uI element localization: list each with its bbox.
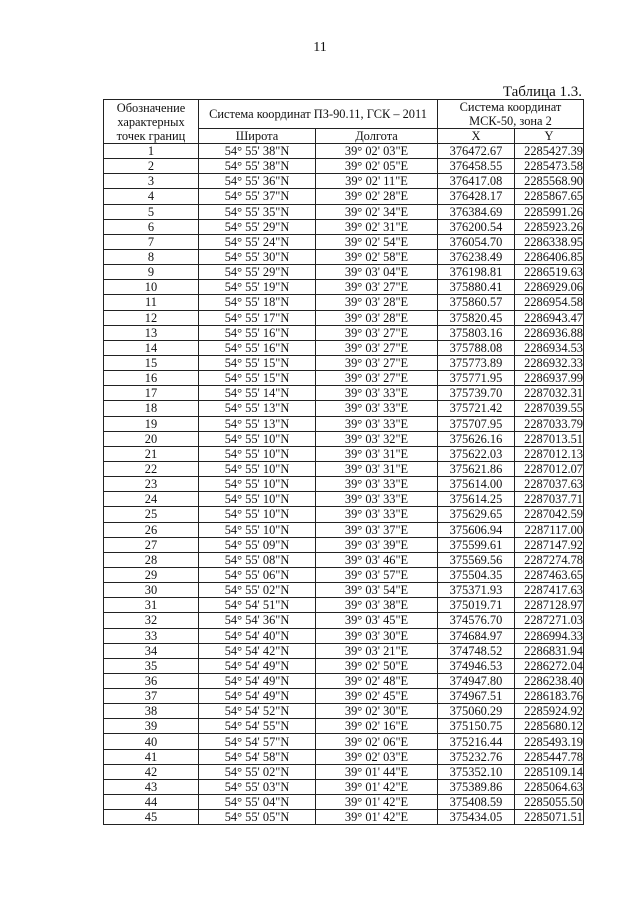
y-cell: 2287012.13: [515, 446, 584, 461]
table-row: [104, 340, 584, 355]
longitude-header: Долгота: [316, 129, 438, 144]
longitude-cell: 39° 03' 27"E: [316, 280, 438, 295]
point-number-cell: 42: [104, 764, 199, 779]
point-number-cell: 35: [104, 658, 199, 673]
latitude-cell: 54° 55' 13"N: [199, 416, 316, 431]
y-cell: 2285493.19: [515, 734, 584, 749]
point-number-cell: 34: [104, 643, 199, 658]
x-cell: 375389.86: [438, 779, 515, 794]
y-cell: 2286994.33: [515, 628, 584, 643]
x-cell: 376054.70: [438, 234, 515, 249]
table-row: [104, 310, 584, 325]
x-cell: 374576.70: [438, 613, 515, 628]
y-cell: 2286954.58: [515, 295, 584, 310]
x-cell: 375626.16: [438, 431, 515, 446]
x-cell: 375216.44: [438, 734, 515, 749]
table-row: [104, 431, 584, 446]
longitude-cell: 39° 02' 16"E: [316, 719, 438, 734]
table-row: [104, 249, 584, 264]
longitude-cell: 39° 01' 44"E: [316, 764, 438, 779]
latitude-cell: 54° 55' 14"N: [199, 386, 316, 401]
y-cell: 2287033.79: [515, 416, 584, 431]
point-number-cell: 11: [104, 295, 199, 310]
y-cell: 2286934.53: [515, 340, 584, 355]
latitude-cell: 54° 54' 58"N: [199, 749, 316, 764]
longitude-cell: 39° 02' 50"E: [316, 658, 438, 673]
table-row: [104, 295, 584, 310]
latitude-cell: 54° 55' 29"N: [199, 265, 316, 280]
point-number-cell: 29: [104, 567, 199, 582]
y-cell: 2286929.06: [515, 280, 584, 295]
x-cell: 375504.35: [438, 567, 515, 582]
longitude-cell: 39° 03' 28"E: [316, 295, 438, 310]
y-cell: 2287032.31: [515, 386, 584, 401]
longitude-cell: 39° 03' 30"E: [316, 628, 438, 643]
table-row: [104, 461, 584, 476]
x-cell: 375621.86: [438, 461, 515, 476]
x-cell: 375721.42: [438, 401, 515, 416]
longitude-cell: 39° 01' 42"E: [316, 779, 438, 794]
y-cell: 2285867.65: [515, 189, 584, 204]
longitude-cell: 39° 02' 05"E: [316, 159, 438, 174]
point-number-cell: 9: [104, 265, 199, 280]
latitude-cell: 54° 55' 36"N: [199, 174, 316, 189]
designation-header: Обозначение характерных точек границ: [104, 100, 199, 144]
x-cell: 375150.75: [438, 719, 515, 734]
point-number-cell: 25: [104, 507, 199, 522]
latitude-cell: 54° 55' 30"N: [199, 249, 316, 264]
latitude-cell: 54° 55' 09"N: [199, 537, 316, 552]
longitude-cell: 39° 02' 30"E: [316, 704, 438, 719]
y-cell: 2285447.78: [515, 749, 584, 764]
x-cell: 375599.61: [438, 537, 515, 552]
table-row: [104, 734, 584, 749]
table-row: [104, 219, 584, 234]
table-row: [104, 583, 584, 598]
latitude-cell: 54° 55' 38"N: [199, 159, 316, 174]
x-cell: 375803.16: [438, 325, 515, 340]
point-number-cell: 43: [104, 779, 199, 794]
table-row: [104, 159, 584, 174]
table-row: [104, 401, 584, 416]
point-number-cell: 44: [104, 795, 199, 810]
x-cell: 375860.57: [438, 295, 515, 310]
y-cell: 2287037.71: [515, 492, 584, 507]
latitude-cell: 54° 55' 17"N: [199, 310, 316, 325]
longitude-cell: 39° 03' 33"E: [316, 477, 438, 492]
latitude-cell: 54° 55' 10"N: [199, 522, 316, 537]
system1-header: Система координат ПЗ-90.11, ГСК – 2011: [199, 100, 438, 129]
latitude-cell: 54° 55' 18"N: [199, 295, 316, 310]
x-cell: 375773.89: [438, 355, 515, 370]
latitude-cell: 54° 55' 10"N: [199, 477, 316, 492]
latitude-cell: 54° 55' 19"N: [199, 280, 316, 295]
table-row: [104, 280, 584, 295]
y-cell: 2287128.97: [515, 598, 584, 613]
point-number-cell: 24: [104, 492, 199, 507]
x-cell: 375606.94: [438, 522, 515, 537]
x-cell: 375614.00: [438, 477, 515, 492]
table-row: [104, 265, 584, 280]
latitude-cell: 54° 55' 37"N: [199, 189, 316, 204]
page-number: 11: [313, 40, 327, 55]
longitude-cell: 39° 03' 31"E: [316, 461, 438, 476]
latitude-cell: 54° 55' 06"N: [199, 567, 316, 582]
latitude-cell: 54° 54' 36"N: [199, 613, 316, 628]
latitude-cell: 54° 55' 10"N: [199, 446, 316, 461]
y-cell: 2287274.78: [515, 552, 584, 567]
y-cell: 2285991.26: [515, 204, 584, 219]
point-number-cell: 12: [104, 310, 199, 325]
y-cell: 2285680.12: [515, 719, 584, 734]
longitude-cell: 39° 03' 27"E: [316, 325, 438, 340]
point-number-cell: 31: [104, 598, 199, 613]
x-cell: 374946.53: [438, 658, 515, 673]
table-row: [104, 446, 584, 461]
y-cell: 2286936.88: [515, 325, 584, 340]
point-number-cell: 3: [104, 174, 199, 189]
point-number-cell: 23: [104, 477, 199, 492]
latitude-cell: 54° 54' 49"N: [199, 658, 316, 673]
y-cell: 2286272.04: [515, 658, 584, 673]
table-row: [104, 492, 584, 507]
table-row: [104, 598, 584, 613]
x-cell: 375739.70: [438, 386, 515, 401]
longitude-cell: 39° 03' 54"E: [316, 583, 438, 598]
latitude-cell: 54° 55' 35"N: [199, 204, 316, 219]
table-row: [104, 658, 584, 673]
point-number-cell: 15: [104, 355, 199, 370]
longitude-cell: 39° 02' 03"E: [316, 144, 438, 159]
table-row: [104, 779, 584, 794]
point-number-cell: 8: [104, 249, 199, 264]
y-cell: 2285568.90: [515, 174, 584, 189]
x-cell: 374748.52: [438, 643, 515, 658]
y-cell: 2285427.39: [515, 144, 584, 159]
longitude-cell: 39° 02' 54"E: [316, 234, 438, 249]
latitude-cell: 54° 55' 15"N: [199, 371, 316, 386]
y-cell: 2286831.94: [515, 643, 584, 658]
x-cell: 375352.10: [438, 764, 515, 779]
table-row: [104, 749, 584, 764]
longitude-cell: 39° 03' 38"E: [316, 598, 438, 613]
longitude-cell: 39° 02' 06"E: [316, 734, 438, 749]
table-row: [104, 204, 584, 219]
point-number-cell: 36: [104, 673, 199, 688]
x-cell: 375371.93: [438, 583, 515, 598]
x-cell: 376472.67: [438, 144, 515, 159]
table-row: [104, 416, 584, 431]
y-cell: 2287042.59: [515, 507, 584, 522]
x-cell: 375434.05: [438, 810, 515, 825]
latitude-cell: 54° 55' 03"N: [199, 779, 316, 794]
latitude-cell: 54° 55' 05"N: [199, 810, 316, 825]
latitude-cell: 54° 55' 10"N: [199, 431, 316, 446]
point-number-cell: 2: [104, 159, 199, 174]
latitude-cell: 54° 55' 10"N: [199, 492, 316, 507]
point-number-cell: 37: [104, 689, 199, 704]
point-number-cell: 30: [104, 583, 199, 598]
y-cell: 2285055.50: [515, 795, 584, 810]
y-cell: 2287271.03: [515, 613, 584, 628]
table-row: [104, 234, 584, 249]
longitude-cell: 39° 03' 27"E: [316, 355, 438, 370]
table-row: [104, 477, 584, 492]
table-row: [104, 673, 584, 688]
y-cell: 2287147.92: [515, 537, 584, 552]
y-cell: 2287039.55: [515, 401, 584, 416]
latitude-cell: 54° 54' 49"N: [199, 673, 316, 688]
latitude-cell: 54° 54' 40"N: [199, 628, 316, 643]
point-number-cell: 18: [104, 401, 199, 416]
x-cell: 375614.25: [438, 492, 515, 507]
longitude-cell: 39° 03' 32"E: [316, 431, 438, 446]
y-cell: 2285473.58: [515, 159, 584, 174]
longitude-cell: 39° 02' 31"E: [316, 219, 438, 234]
y-cell: 2286937.99: [515, 371, 584, 386]
table-row: [104, 371, 584, 386]
longitude-cell: 39° 01' 42"E: [316, 795, 438, 810]
point-number-cell: 10: [104, 280, 199, 295]
latitude-cell: 54° 54' 55"N: [199, 719, 316, 734]
latitude-cell: 54° 55' 08"N: [199, 552, 316, 567]
y-cell: 2286238.40: [515, 673, 584, 688]
point-number-cell: 1: [104, 144, 199, 159]
latitude-cell: 54° 54' 51"N: [199, 598, 316, 613]
longitude-cell: 39° 03' 27"E: [316, 371, 438, 386]
x-cell: 376384.69: [438, 204, 515, 219]
longitude-cell: 39° 03' 31"E: [316, 446, 438, 461]
longitude-cell: 39° 02' 34"E: [316, 204, 438, 219]
point-number-cell: 26: [104, 522, 199, 537]
latitude-cell: 54° 55' 02"N: [199, 764, 316, 779]
table-row: [104, 189, 584, 204]
longitude-cell: 39° 02' 28"E: [316, 189, 438, 204]
point-number-cell: 20: [104, 431, 199, 446]
table-row: [104, 628, 584, 643]
point-number-cell: 22: [104, 461, 199, 476]
x-cell: 375622.03: [438, 446, 515, 461]
table-row: [104, 810, 584, 825]
point-number-cell: 7: [104, 234, 199, 249]
x-cell: 375408.59: [438, 795, 515, 810]
y-cell: 2287117.00: [515, 522, 584, 537]
point-number-cell: 17: [104, 386, 199, 401]
y-cell: 2287013.51: [515, 431, 584, 446]
x-cell: 375569.56: [438, 552, 515, 567]
y-cell: 2286519.63: [515, 265, 584, 280]
table-row: [104, 643, 584, 658]
table-row: [104, 537, 584, 552]
longitude-cell: 39° 02' 45"E: [316, 689, 438, 704]
table-row: [104, 704, 584, 719]
x-cell: 374947.80: [438, 673, 515, 688]
table-row: [104, 174, 584, 189]
table-row: [104, 764, 584, 779]
longitude-cell: 39° 03' 33"E: [316, 401, 438, 416]
table-row: [104, 522, 584, 537]
point-number-cell: 6: [104, 219, 199, 234]
x-cell: 376458.55: [438, 159, 515, 174]
x-cell: 375060.29: [438, 704, 515, 719]
system2-header: Система координат МСК-50, зона 2: [438, 100, 584, 129]
x-cell: 375771.95: [438, 371, 515, 386]
x-cell: 375707.95: [438, 416, 515, 431]
longitude-cell: 39° 02' 48"E: [316, 673, 438, 688]
x-cell: 376417.08: [438, 174, 515, 189]
table-row: [104, 689, 584, 704]
point-number-cell: 16: [104, 371, 199, 386]
longitude-cell: 39° 03' 33"E: [316, 507, 438, 522]
y-cell: 2285071.51: [515, 810, 584, 825]
latitude-header: Широта: [199, 129, 316, 144]
longitude-cell: 39° 03' 45"E: [316, 613, 438, 628]
point-number-cell: 38: [104, 704, 199, 719]
y-cell: 2287417.63: [515, 583, 584, 598]
table-row: [104, 795, 584, 810]
longitude-cell: 39° 03' 37"E: [316, 522, 438, 537]
y-cell: 2285109.14: [515, 764, 584, 779]
x-cell: 375820.45: [438, 310, 515, 325]
y-cell: 2285923.26: [515, 219, 584, 234]
x-cell: 375232.76: [438, 749, 515, 764]
y-cell: 2286943.47: [515, 310, 584, 325]
point-number-cell: 19: [104, 416, 199, 431]
latitude-cell: 54° 54' 52"N: [199, 704, 316, 719]
table-row: [104, 144, 584, 159]
x-cell: 374967.51: [438, 689, 515, 704]
longitude-cell: 39° 03' 57"E: [316, 567, 438, 582]
longitude-cell: 39° 03' 39"E: [316, 537, 438, 552]
y-cell: 2285064.63: [515, 779, 584, 794]
point-number-cell: 5: [104, 204, 199, 219]
y-cell: 2286338.95: [515, 234, 584, 249]
longitude-cell: 39° 03' 27"E: [316, 340, 438, 355]
longitude-cell: 39° 03' 33"E: [316, 492, 438, 507]
y-cell: 2287463.65: [515, 567, 584, 582]
longitude-cell: 39° 03' 21"E: [316, 643, 438, 658]
point-number-cell: 13: [104, 325, 199, 340]
latitude-cell: 54° 55' 02"N: [199, 583, 316, 598]
latitude-cell: 54° 55' 29"N: [199, 219, 316, 234]
point-number-cell: 21: [104, 446, 199, 461]
point-number-cell: 40: [104, 734, 199, 749]
table-row: [104, 719, 584, 734]
y-cell: 2286932.33: [515, 355, 584, 370]
latitude-cell: 54° 55' 10"N: [199, 461, 316, 476]
point-number-cell: 45: [104, 810, 199, 825]
longitude-cell: 39° 02' 03"E: [316, 749, 438, 764]
latitude-cell: 54° 55' 38"N: [199, 144, 316, 159]
table-body: [104, 144, 584, 825]
longitude-cell: 39° 02' 11"E: [316, 174, 438, 189]
y-cell: 2286406.85: [515, 249, 584, 264]
table-row: [104, 567, 584, 582]
latitude-cell: 54° 54' 42"N: [199, 643, 316, 658]
latitude-cell: 54° 55' 13"N: [199, 401, 316, 416]
point-number-cell: 28: [104, 552, 199, 567]
longitude-cell: 39° 03' 33"E: [316, 416, 438, 431]
table-row: [104, 613, 584, 628]
table-row: [104, 507, 584, 522]
table-row: [104, 552, 584, 567]
table-row: [104, 386, 584, 401]
x-cell: 376428.17: [438, 189, 515, 204]
latitude-cell: 54° 55' 04"N: [199, 795, 316, 810]
x-cell: 374684.97: [438, 628, 515, 643]
table-caption: Таблица 1.3.: [502, 84, 582, 100]
point-number-cell: 41: [104, 749, 199, 764]
point-number-cell: 32: [104, 613, 199, 628]
latitude-cell: 54° 54' 49"N: [199, 689, 316, 704]
point-number-cell: 4: [104, 189, 199, 204]
x-cell: 376238.49: [438, 249, 515, 264]
x-cell: 375629.65: [438, 507, 515, 522]
table-row: [104, 355, 584, 370]
point-number-cell: 27: [104, 537, 199, 552]
y-cell: 2287037.63: [515, 477, 584, 492]
y-cell: 2285924.92: [515, 704, 584, 719]
point-number-cell: 39: [104, 719, 199, 734]
y-cell: 2287012.07: [515, 461, 584, 476]
x-cell: 376198.81: [438, 265, 515, 280]
y-header: Y: [515, 129, 584, 144]
longitude-cell: 39° 03' 46"E: [316, 552, 438, 567]
coordinates-table: [103, 99, 584, 825]
latitude-cell: 54° 55' 10"N: [199, 507, 316, 522]
latitude-cell: 54° 54' 57"N: [199, 734, 316, 749]
x-cell: 375788.08: [438, 340, 515, 355]
latitude-cell: 54° 55' 24"N: [199, 234, 316, 249]
latitude-cell: 54° 55' 16"N: [199, 340, 316, 355]
longitude-cell: 39° 02' 58"E: [316, 249, 438, 264]
point-number-cell: 33: [104, 628, 199, 643]
y-cell: 2286183.76: [515, 689, 584, 704]
longitude-cell: 39° 03' 04"E: [316, 265, 438, 280]
longitude-cell: 39° 03' 28"E: [316, 310, 438, 325]
x-cell: 375019.71: [438, 598, 515, 613]
x-cell: 375880.41: [438, 280, 515, 295]
x-header: X: [438, 129, 515, 144]
point-number-cell: 14: [104, 340, 199, 355]
longitude-cell: 39° 03' 33"E: [316, 386, 438, 401]
latitude-cell: 54° 55' 16"N: [199, 325, 316, 340]
longitude-cell: 39° 01' 42"E: [316, 810, 438, 825]
x-cell: 376200.54: [438, 219, 515, 234]
latitude-cell: 54° 55' 15"N: [199, 355, 316, 370]
table-row: [104, 325, 584, 340]
